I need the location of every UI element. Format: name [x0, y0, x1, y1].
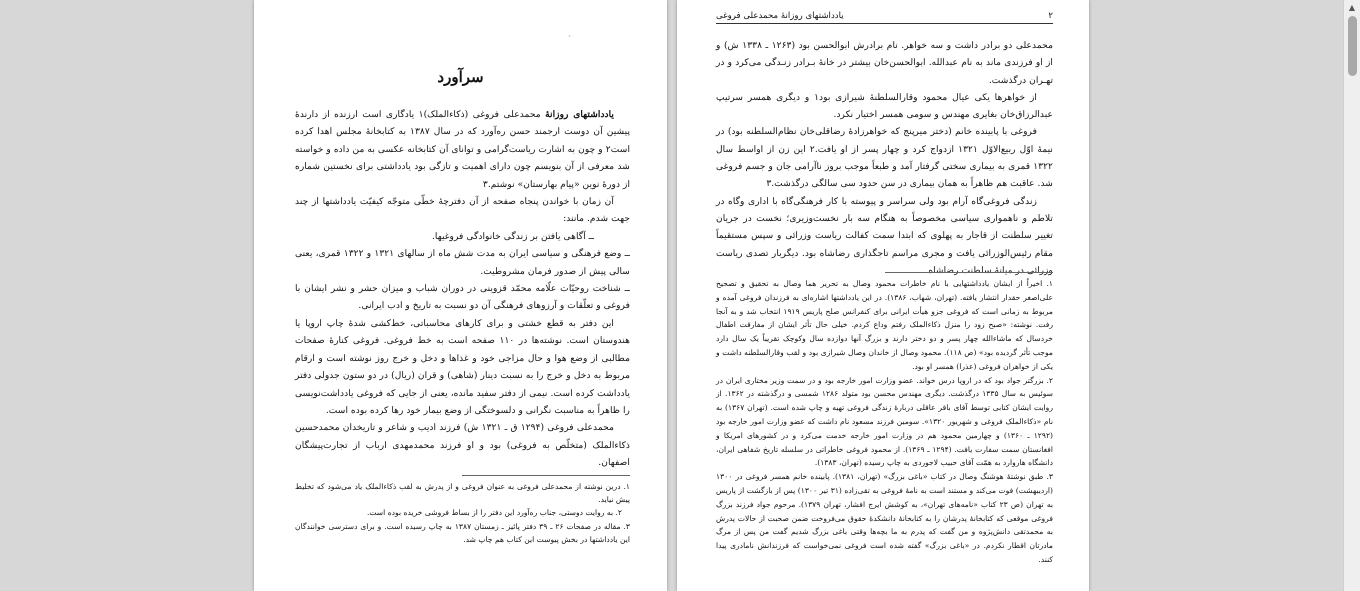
- list-item: ــ شناخت روحیّات علّامه محمّد قزوینی در دوران شباب و میزان حشر و نشر ایشان با فروغی و تعلّقات و آرزوهای فرهنگی آن دو نسبت به تاریخ و ادب ایرانی.: [295, 283, 630, 312]
- footnote: ۲. بزرگتر جواد بود که در اروپا درس خواند. عضو وزارت امور خارجه بود و در سمت وزیر مختاری ایران در سوئیس به سال ۱۳۳۵ درگذشت. دیگری مهندس محسن بود متولد ۱۲۸۶ شمسی و درگذشته در ۱۳۶۲. از روایت ایشان کتابی توسط آقای باقر عاقلی دربارهٔ زندگی فروغی تهیه و چاپ شده است. (تهران ۱۳۶۷) به نام «ذکاءالملک فروغی و شهریور ۱۳۲۰». سومین فرزند مسعود نام داشت که عضو وزارت امور خارجه بود (۱۲۹۲ ـ ۱۳۶۰) و چهارمین محمود هم در وزارت امور خارجه خدمت می‌کرد و در کشورهای امریکا و افغانستان سمت سفارت یافت. (۱۲۹۴ ـ ۱۳۶۹). از محمود فروغی خاطراتی در سلسله تاریخ شفاهی ایران، دانشگاه هاروارد به همّت آقای حبیب لاجوردی به چاپ رسیده (تهران، ۱۳۸۳).: [716, 375, 1054, 468]
- right-footnotes: [716, 277, 1053, 567]
- paragraph: این دفتر به قطع خشتی و برای کارهای محاسباتی، خط‌کشی شدهٔ چاپ اروپا یا هندوستان است. نوشته‌ها در ۱۱۰ صفحه است به خط فروغی. فروغی کنارهٔ صفحات مطالبی از وضع هوا و حال مزاجی خود و غذاها و دخل و خرج روز نوشته است و ارقام مربوط به دخل و خرج را به نسبت دینار (شاهی) و قران (ریال) در دو ستون جدولی دفتر یادداشت کرده است. نیمی از دفتر سفید مانده، یعنی از جایی که فروغی یادداشت‌نویسی را ظاهراً به مناسبت نگرانی و دلسوختگی از وضع بیمار خود رها کرده بوده است.: [295, 317, 630, 416]
- left-body: [295, 106, 630, 472]
- footnote: ۲. به روایت دوستی، جناب ره‌آورد این دفتر را از بساط فروشی خریده بوده است.: [366, 508, 622, 518]
- footnote: ۱. درین نوشته از محمدعلی فروغی به عنوان فروغی و از پدرش به لقب ذکاءالملک یاد می‌شود که تخلیط پیش نیاید.: [295, 482, 630, 505]
- footnote-separator: [462, 475, 630, 476]
- footnote: ۳. مقاله در صفحات ۲۶ ـ ۳۹ دفتر پائیز ـ زمستان ۱۳۸۷ به چاپ رسیده است. و برای دسترسی خوانندگان این یادداشتها در بخش پیوست این کتاب هم چاپ شد.: [295, 521, 630, 544]
- footnote: ۱. اخیراً از ایشان یادداشتهایی با نام خاطرات محمود وصال به تحریر هما وصال به تحقیق و تصحیح علی‌اصغر حقدار انتشار یافته. (تهران، شهاب، ۱۳۸۶). در این یادداشتها اشاره‌ای به فرزندان فروغی آمده و مربوط به زمانی است که فروغی جزو هیأت ایرانی برای کنفرانس صلح پاریس ۱۹۱۹ انتخاب شد و به آنجا رفت. نوشته: «صبح زود را منزل ذکاءالملک رفتم وداع کردم. خیلی حال تأثر ایشان از مفارقت اطفال خردسال که ماشاءالله چهار پسر و دو دختر دارند و بزرگ آنها دوازده سال وکوچک تقریباً یک سال دارد موجب تأثر گردیده بود» (ص ۱۱۸). محمود وصال از خاندان وصال شیرازی بود و لقب وقارالسلطنه داشت و یکی از خواهران فروغی (عذرا) همسر او بود.: [716, 279, 1053, 371]
- list-item: ــ آگاهی یافتن بر زندگی خانوادگی فروغیها.: [431, 230, 594, 242]
- paragraph: محمدعلی فروغی (۱۲۹۴ ق ـ ۱۳۲۱ ش) فرزند ادیب و شاعر و تاریخدان محمدحسین ذکاءالملک (متخلّص به فروغی) بود و او فرزند محمدمهدی ارباب از تجارت‌پیشگان اصفهان.: [295, 422, 630, 469]
- page-mark: ˏ: [568, 28, 571, 38]
- page-number: ۲: [1048, 11, 1053, 21]
- right-page: [677, 0, 1089, 591]
- paragraph: فروغی با پابینده خانم (دختر میرپنج که خواهرزادهٔ رضاقلی‌خان نظام‌السلطنه بود) در نیمهٔ اوّل ربیع‌الاوّل ۱۳۲۱ ازدواج کرد و چهار پسر از او یافت.۲ این زن از اواسط سال ۱۳۲۲ قمری به بیماری سختی گرفتار آمد و طبعاً موجب بروز ناآرامی جان و جسم فروغی شد. عاقبت هم ظاهراً به همان بیماری در سن حدود سی سالگی درگذشت.۳: [716, 126, 1053, 190]
- paragraph: محمدعلی دو برادر داشت و سه خواهر. نام برادرش ابوالحسن بود (۱۲۶۳ ـ ۱۳۳۸ ش) و از او فرزندی ماند به نام عبدالله. ابوالحسن‌خان بیشتر در خانهٔ بـرادر زنـدگی می‌کرد و در تهـران درگذشت.: [716, 40, 1053, 86]
- left-footnotes: [295, 480, 630, 546]
- scrollbar-thumb[interactable]: [1348, 16, 1357, 76]
- paragraph: زندگی فروغی‌گاه آرام بود ولی سراسر و پیوسته با کار فرهنگی‌گاه با اداری وگاه در تلاطم و ناهمواری سیاسی مخصوصاً به هنگام سه بار نخست‌وزیری؛ نخست در جریان تغییر سلطنت از قاجار به پهلوی که ابتدا سمت کفالت ریاست وزرائی و سپس مستقیماً مقام رئیس‌الوزرائی یافت و مجری مراسم تاجگذاری رضاشاه بود. دیگربار تصدی ریاست وزرائی در میانهٔ سلطنت رضاشاه: [716, 195, 1053, 276]
- page-title: سرآورد: [437, 68, 484, 86]
- paragraph-lead: یادداشتهای روزانهٔ: [545, 109, 614, 120]
- running-head-title: یادداشتهای روزانهٔ محمدعلی فروغی: [716, 11, 844, 21]
- paragraph: [295, 106, 630, 193]
- paragraph: آن زمان با خواندن پنجاه صفحه از آن دفترچهٔ خطّی متوجّه کیفیّت یادداشتها از چند جهت شدم. مانند:: [295, 196, 630, 225]
- paragraph-text: محمدعلی فروغی (ذکاءالملک)۱ یادگاری است ارزنده از دارندهٔ پیشین آن دوست ارجمند حسن ره‌آورد که در سال ۱۳۸۷ به کتابخانهٔ مجلس اهدا کرده است۲ و چون به اشارت ریاست‌گرامی و توانای آن کتابخانه عکسی به من داده و خواسته شد معرفی از آن بنویسم چون دارای اهمیت و تازگی بود یادداشتی برای نخستین شماره از دورهٔ نوین «پیام بهارستان» نوشتم.۳: [295, 109, 631, 190]
- vertical-scrollbar[interactable]: [1343, 0, 1360, 591]
- right-body: [716, 37, 1053, 279]
- list-item: ــ وضع فرهنگی و سیاسی ایران به مدت شش ماه از سالهای ۱۳۲۱ و ۱۳۲۲ قمری، یعنی سالی پیش از صدور فرمان مشروطیت.: [295, 248, 630, 277]
- left-page: [254, 0, 667, 591]
- footnote: ۳. طبق نوشتهٔ هوشنگ وصال در کتاب «باغی بزرگ» (تهران، ۱۳۸۱). پابینده خانم همسر فروغی در ۱۳۰۰ (اردیبهشت) فوت می‌کند و مستند است به نامهٔ فروغی به تقی‌زاده (۳۱ تیر ۱۳۰۰) پس از بازگشت از پاریس به تهران (ص ۲۳ کتاب «نامه‌های تهران»، به کوشش ایرج افشار، تهران ۱۳۷۹). مرحوم جواد فرزند بزرگ فروغی موقعی که کتابخانهٔ پدرشان را به کتابخانهٔ دانشکدهٔ حقوق می‌فروخت ضمن صحبت از حالات پدرش به محمدتقی دانش‌پژوه و من گفت که پدرم به ما بچه‌ها وقتی باغی بزرگ شدیم گفت من پس از مرگ مادرتان اقطار نکردم. در «باغی بزرگ» گفته شده است فروغی نمی‌خواست که فرزندانش نامادری پیدا کنند.: [716, 472, 1053, 564]
- paragraph: از خواهرها یکی عیال محمود وقارالسلطنهٔ شیرازی بود۱ و دیگری همسر سرتیپ عبدالرزاق‌خان بغایری مهندس و سومی همسر اختیار نکرد.: [716, 91, 1053, 121]
- running-header: [716, 11, 1053, 24]
- footnote-separator: [885, 272, 1053, 273]
- scroll-up-arrow-icon[interactable]: ▲: [1348, 3, 1356, 12]
